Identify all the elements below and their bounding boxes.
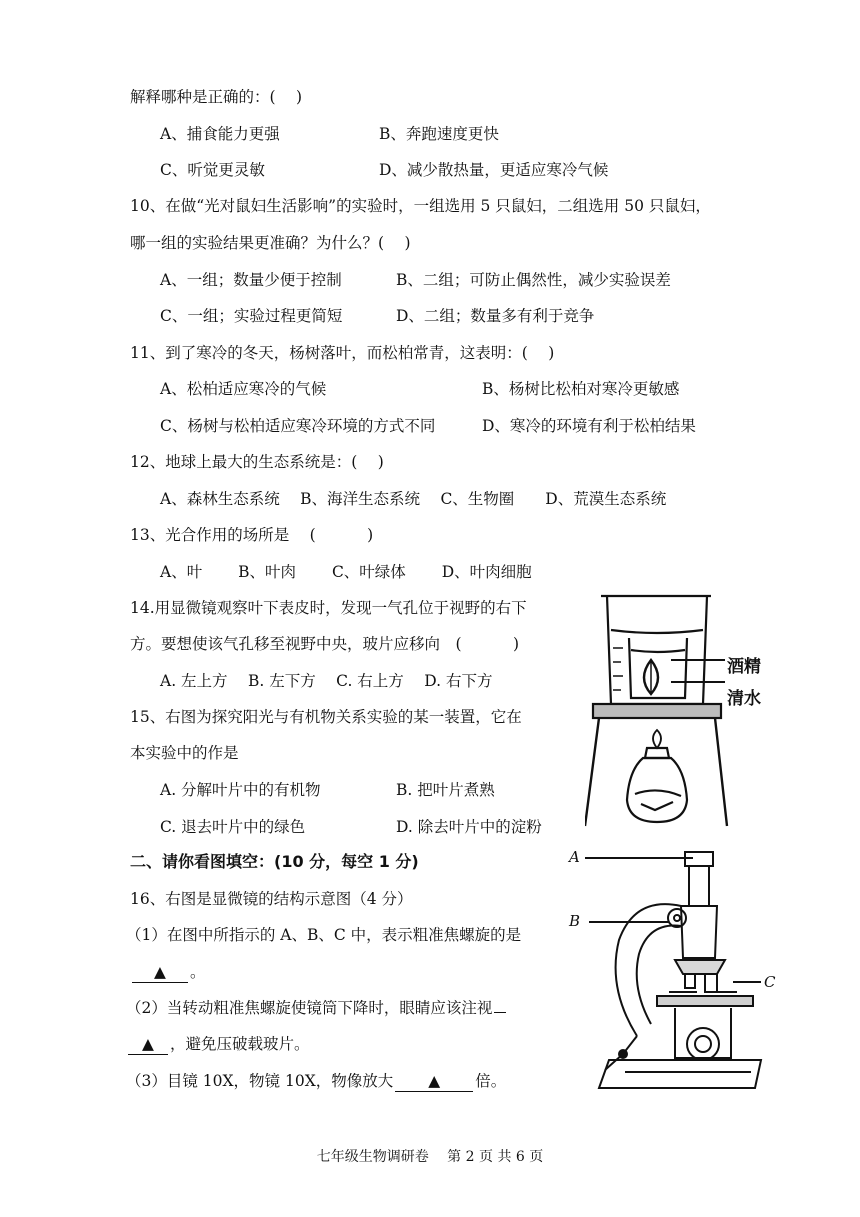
- page-footer: 七年级生物调研卷 第 2 页 共 6 页: [316, 1149, 544, 1165]
- q11-option-b: B、杨树比松柏对寒冷更敏感: [482, 380, 680, 398]
- q9-option-c: C、听觉更灵敏: [160, 161, 265, 179]
- water-label: 清水: [727, 689, 761, 709]
- q15-stem: 15、右图为探究阳光与有机物关系实验的某一装置，它在: [130, 708, 522, 726]
- q11-stem: 11、到了寒冷的冬天，杨树落叶，而松柏常青，这表明：( ): [130, 344, 555, 362]
- q14-options: A. 左上方 B. 左下方 C. 右上方 D. 右下方: [160, 672, 493, 690]
- q10-stem-2: 哪一组的实验结果更准确？为什么？( ): [130, 234, 411, 252]
- answer-blank-start: [494, 1012, 506, 1013]
- q15-option-c: C. 退去叶片中的绿色: [160, 818, 306, 836]
- q16-stem: 16、右图是显微镜的结构示意图（4 分）: [130, 890, 413, 908]
- q11-option-c: C、杨树与松柏适应寒冷环境的方式不同: [160, 417, 436, 435]
- answer-blank[interactable]: ▲: [395, 1071, 473, 1092]
- q15-option-b: B. 把叶片煮熟: [396, 781, 495, 799]
- q15-stem-2: 本实验中的作是: [130, 744, 239, 762]
- q12-options: A、森林生态系统 B、海洋生态系统 C、生物圈 D、荒漠生态系统: [160, 490, 667, 508]
- beaker-apparatus-figure: [585, 590, 795, 830]
- microscope-label-a: A: [569, 848, 580, 866]
- microscope-figure: [565, 848, 790, 1093]
- q16-part-3: （3）目镜 10X，物镜 10X，物像放大 ▲ 倍。: [126, 1072, 507, 1090]
- q11-option-d: D、寒冷的环境有利于松柏结果: [482, 417, 696, 435]
- q10-option-a: A、一组；数量少便于控制: [160, 271, 342, 289]
- microscope-label-b: B: [569, 912, 581, 930]
- q15-option-d: D. 除去叶片中的淀粉: [396, 818, 542, 836]
- q9-option-b: B、奔跑速度更快: [379, 125, 499, 143]
- q15-option-a: A. 分解叶片中的有机物: [160, 781, 321, 799]
- q10-option-c: C、一组；实验过程更简短: [160, 307, 343, 325]
- alcohol-label: 酒精: [727, 657, 761, 677]
- q14-stem-2: 方。要想使该气孔移至视野中央，玻片应移向 ( ): [130, 635, 520, 653]
- q10-stem: 10、在做“光对鼠妇生活影响”的实验时，一组选用 5 只鼠妇，二组选用 50 只鼠妇，: [130, 197, 711, 215]
- q10-option-b: B、二组；可防止偶然性，减少实验误差: [396, 271, 671, 289]
- q9-option-d: D、减少散热量，更适应寒冷气候: [379, 161, 609, 179]
- q16-part-2-answer: ▲ ，避免压破载玻片。: [126, 1034, 310, 1055]
- q11-option-a: A、松柏适应寒冷的气候: [160, 380, 327, 398]
- q13-options: A、叶 B、叶肉 C、叶绿体 D、叶肉细胞: [160, 563, 532, 581]
- q14-stem: 14.用显微镜观察叶下表皮时，发现一气孔位于视野的右下: [130, 599, 527, 617]
- q16-part-1: （1）在图中所指示的 A、B、C 中，表示粗准焦螺旋的是: [126, 926, 522, 944]
- q10-option-d: D、二组；数量多有利于竞争: [396, 307, 595, 325]
- q9-option-a: A、捕食能力更强: [160, 125, 280, 143]
- q13-stem: 13、光合作用的场所是 ( ): [130, 526, 374, 544]
- q9-stem-end: 解释哪种是正确的：( ): [130, 88, 303, 106]
- answer-blank[interactable]: ▲: [128, 1034, 168, 1055]
- section-2-heading: 二、请你看图填空：(10 分，每空 1 分): [130, 852, 419, 871]
- microscope-label-c: C: [764, 973, 776, 991]
- answer-blank[interactable]: ▲: [132, 962, 188, 983]
- q16-part-1-answer: ▲ 。: [130, 962, 206, 983]
- q16-part-2: （2）当转动粗准焦螺旋使镜筒下降时，眼睛应该注视: [126, 998, 508, 1018]
- q12-stem: 12、地球上最大的生态系统是：( ): [130, 453, 384, 471]
